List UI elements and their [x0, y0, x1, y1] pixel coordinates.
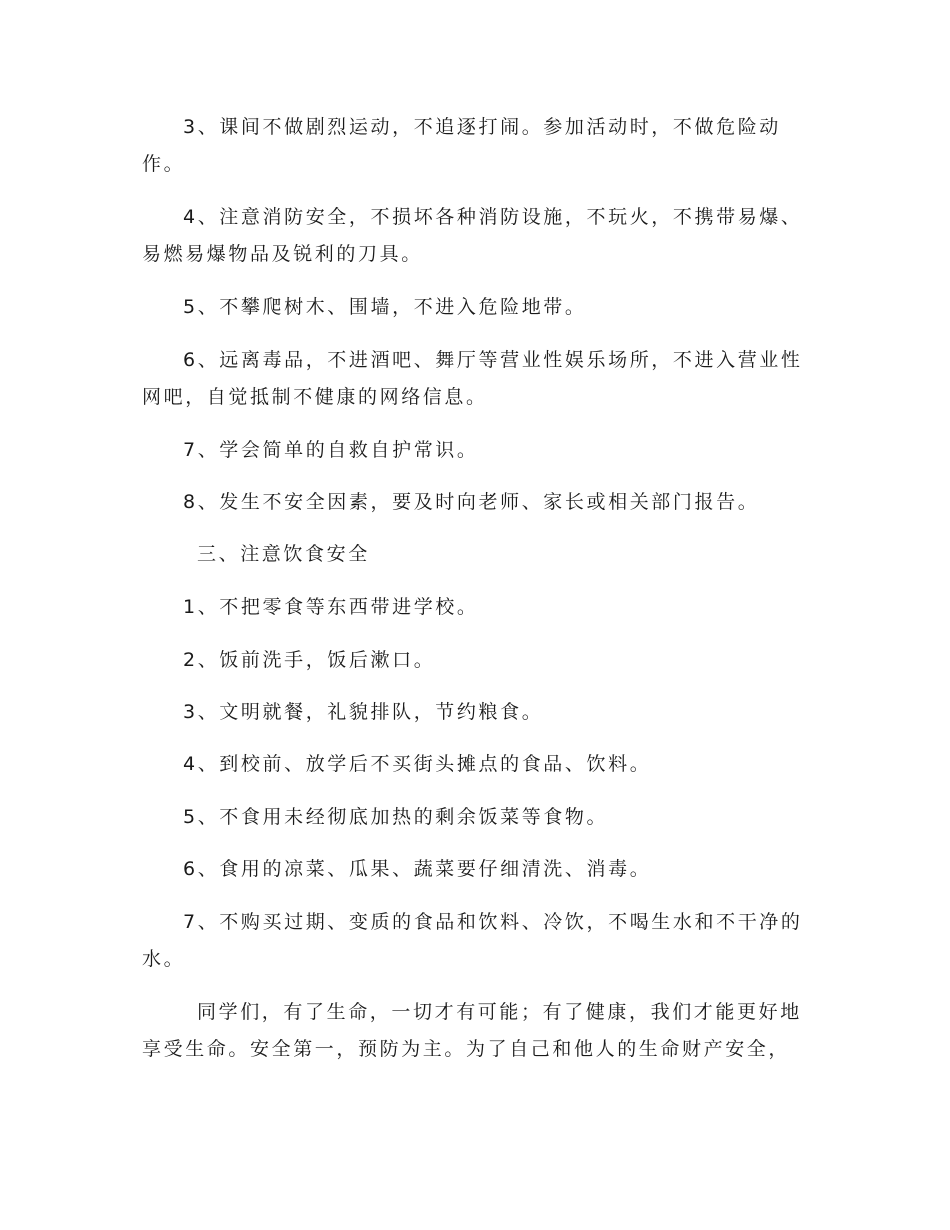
section-heading: 三、注意饮食安全	[197, 543, 370, 565]
rule-paragraph: 5、不攀爬树木、围墙，不进入危险地带。	[183, 296, 587, 318]
rule-paragraph: 1、不把零食等东西带进学校。	[183, 596, 479, 618]
rule-paragraph: 7、学会简单的自救自护常识。	[183, 439, 479, 461]
rule-paragraph: 2、饭前洗手，饭后漱口。	[183, 649, 436, 671]
rule-paragraph: 7、不购买过期、变质的食品和饮料、冷饮，不喝生水和不干净的水。	[142, 911, 803, 970]
rule-paragraph: 4、注意消防安全，不损坏各种消防设施，不玩火，不携带易爆、易燃易爆物品及锐利的刀具。	[142, 206, 803, 265]
rule-paragraph: 5、不食用未经彻底加热的剩余饭菜等食物。	[183, 806, 609, 828]
closing-paragraph: 同学们，有了生命，一切才有可能；有了健康，我们才能更好地享受生命。安全第一，预防为主。为了自己和他人的生命财产安全，	[142, 1001, 802, 1060]
rule-paragraph: 6、食用的凉菜、瓜果、蔬菜要仔细清洗、消毒。	[183, 858, 652, 880]
rule-paragraph: 4、到校前、放学后不买街头摊点的食品、饮料。	[183, 753, 652, 775]
rule-paragraph: 8、发生不安全因素，要及时向老师、家长或相关部门报告。	[183, 491, 760, 513]
rule-paragraph: 6、远离毒品，不进酒吧、舞厅等营业性娱乐场所，不进入营业性网吧，自觉抵制不健康的网络信息。	[142, 349, 803, 408]
rule-paragraph: 3、文明就餐，礼貌排队，节约粮食。	[183, 701, 544, 723]
rule-paragraph: 3、课间不做剧烈运动，不追逐打闹。参加活动时，不做危险动作。	[142, 116, 781, 175]
